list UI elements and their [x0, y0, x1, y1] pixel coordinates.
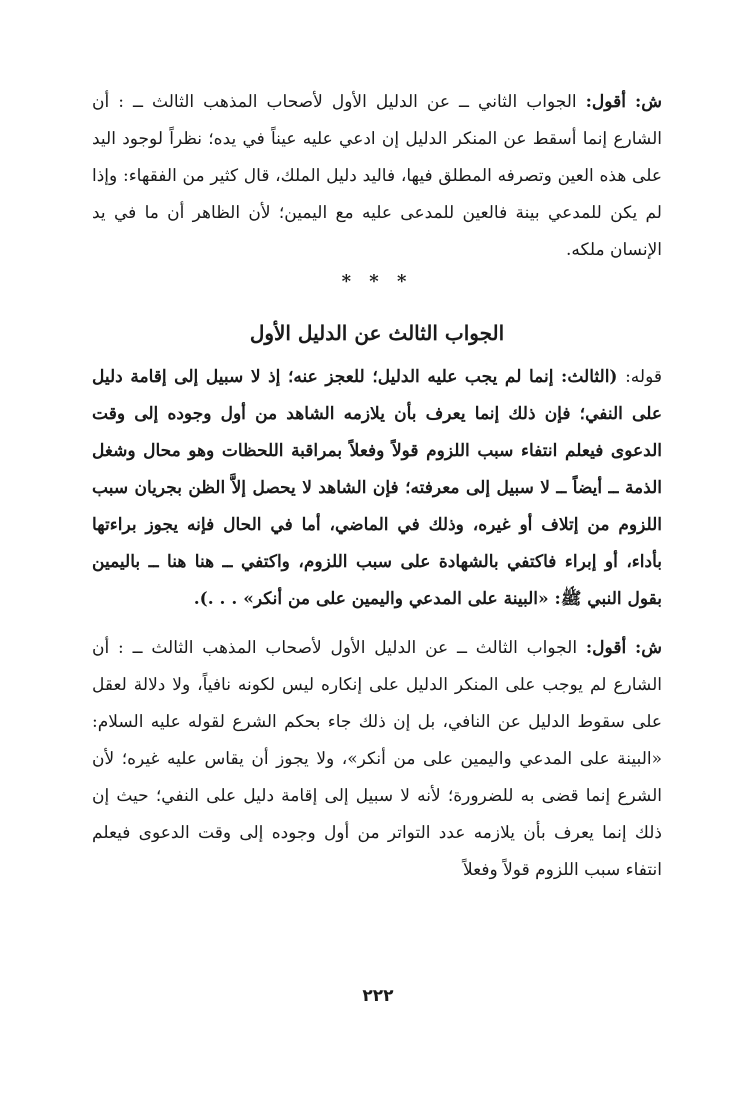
- page-number: ٢٢٢: [362, 986, 394, 1006]
- paragraph-text: الجواب الثالث ــ عن الدليل الأول لأصحاب المذهب الثالث ــ : أن الشارع لم يوجب على المنكر الدليل على إنكاره ليس لكونه نافياً، ولا دلالة لعقل على سقوط الدليل عن النافي، بل إن ذلك جاء بحكم الشرع لقوله عليه السلام: «البينة على المدعي واليمين على من أنكر»، ولا يجوز أن يقاس عليه غيره؛ لأن الشرع إنما قضى به للضرورة؛ لأنه لا سبيل إلى إقامة دليل على النفي؛ حيث إن ذلك إنما يعرف بأن يلازمه عدد التواتر من أول وجوده إلى وقت الدعوى فيعلم انتفاء سبب اللزوم قولاً وفعلاً: [92, 638, 662, 880]
- section-separator: * * *: [341, 271, 413, 292]
- paragraph-second-answer: [92, 84, 662, 269]
- paragraph-text: الجواب الثاني ــ عن الدليل الأول لأصحاب المذهب الثالث ــ : أن الشارع إنما أسقط عن المنكر الدليل إن ادعي عليه عيناً في يده؛ نظراً لوجود اليد على هذه العين وتصرفه المطلق فيها، فاليد دليل الملك، قال كثير من الفقهاء: وإذا لم يكن للمدعي بينة فالعين للمدعى عليه مع اليمين؛ لأن الظاهر أن ما في يد الإنسان ملكه.: [92, 92, 662, 260]
- section-heading: الجواب الثالث عن الدليل الأول: [249, 321, 505, 345]
- quote-intro: قوله:: [625, 367, 662, 387]
- quoted-text: (الثالث: إنما لم يجب عليه الدليل؛ للعجز عنه؛ إذ لا سبيل إلى إقامة دليل على النفي؛ فإن ذلك إنما يعرف بأن يلازمه الشاهد من أول وجوده إلى وقت الدعوى فيعلم انتفاء سبب اللزوم قولاً وفعلاً بمراقبة اللحظات وهو محال وشغل الذمة ــ أيضاً ــ لا سبيل إلى معرفته؛ فإن الشاهد لا يحصل إلاَّ الظن بجريان سبب اللزوم من إتلاف أو غيره، وذلك في الماضي، أما في الحال فإنه يجوز براءتها بأداء، أو إبراء فاكتفي بالشهادة على سبب اللزوم، واكتفي ــ هنا هنا ــ باليمين بقول النبي ﷺ: «البينة على المدعي واليمين على من أنكر» . . .).: [92, 367, 662, 609]
- paragraph-third-answer: [92, 630, 662, 889]
- lead-word: أقول:: [585, 92, 626, 112]
- speaker-marker: ش:: [634, 92, 662, 112]
- speaker-marker: ش:: [635, 638, 663, 658]
- page-body: [92, 84, 662, 889]
- paragraph-quoted-text: [92, 359, 662, 618]
- lead-word: أقول:: [585, 638, 627, 658]
- paragraph-gap: [92, 618, 662, 630]
